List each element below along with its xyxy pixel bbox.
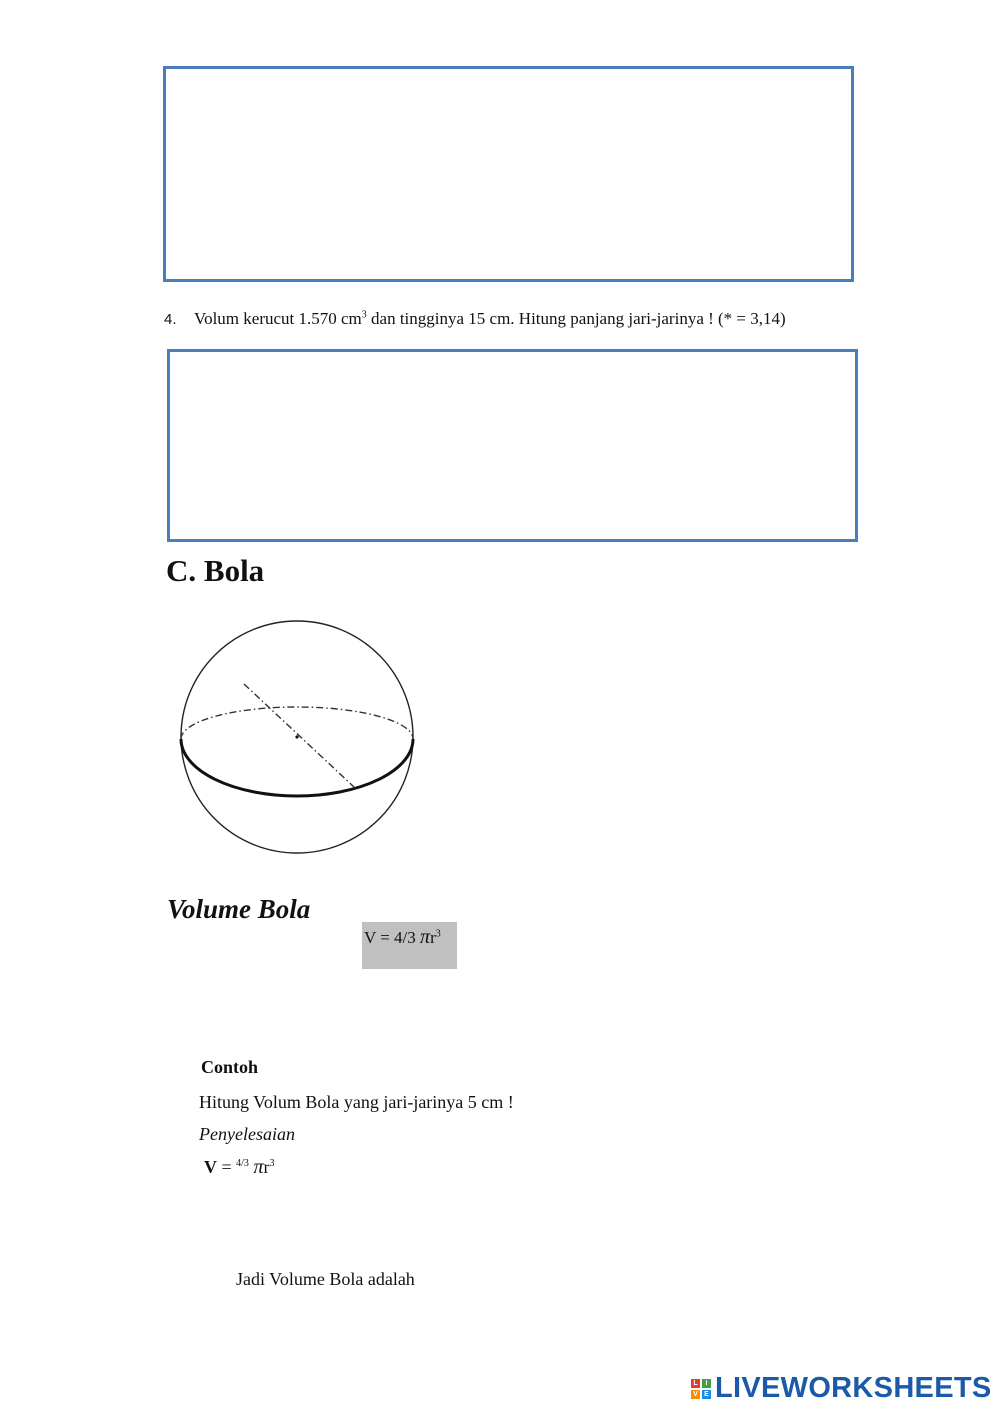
formula-pi: π <box>420 926 431 948</box>
step-v: V <box>204 1157 217 1177</box>
volume-title: Volume Bola <box>167 894 311 924</box>
step-fraction: 4/3 <box>236 1158 249 1169</box>
sphere-equator-front <box>181 739 413 796</box>
step-equals: = <box>217 1157 237 1177</box>
step-r: r <box>263 1157 270 1177</box>
sphere-radius-line <box>244 684 354 787</box>
logo-tile-e: E <box>702 1390 711 1399</box>
formula-prefix: V = 4/3 <box>364 928 421 947</box>
logo-text: LIVEWORKSHEETS <box>715 1372 992 1404</box>
step-pi: π <box>253 1156 264 1178</box>
formula-exponent: 3 <box>435 928 441 940</box>
solution-step <box>204 1156 274 1179</box>
conclusion-text: Jadi Volume Bola adalah <box>236 1269 415 1289</box>
logo-tile-l: L <box>691 1379 700 1388</box>
section-title: C. Bola <box>166 553 265 588</box>
question-4 <box>164 309 786 329</box>
question-text-rest: dan tingginya 15 cm. Hitung panjang jari-jarinya ! (* = 3,14) <box>366 309 786 328</box>
answer-box-4[interactable] <box>167 349 858 542</box>
liveworksheets-logo <box>691 1372 992 1405</box>
question-number: 4. <box>164 311 177 328</box>
sphere-center-dot <box>295 735 298 738</box>
volume-formula <box>362 922 457 969</box>
example-question: Hitung Volum Bola yang jari-jarinya 5 cm ! <box>199 1092 514 1112</box>
question-text: Volum kerucut 1.570 cm <box>194 309 362 328</box>
logo-tile-i: I <box>702 1379 711 1388</box>
sphere-diagram <box>172 615 420 860</box>
logo-icon <box>691 1379 711 1399</box>
logo-tile-v: V <box>691 1390 700 1399</box>
step-exponent: 3 <box>269 1158 275 1169</box>
example-heading: Contoh <box>201 1057 259 1077</box>
answer-box-3[interactable] <box>163 66 854 282</box>
solution-label: Penyelesaian <box>199 1124 295 1144</box>
formula-r: r <box>430 928 436 947</box>
question-superscript: 3 <box>361 309 367 321</box>
